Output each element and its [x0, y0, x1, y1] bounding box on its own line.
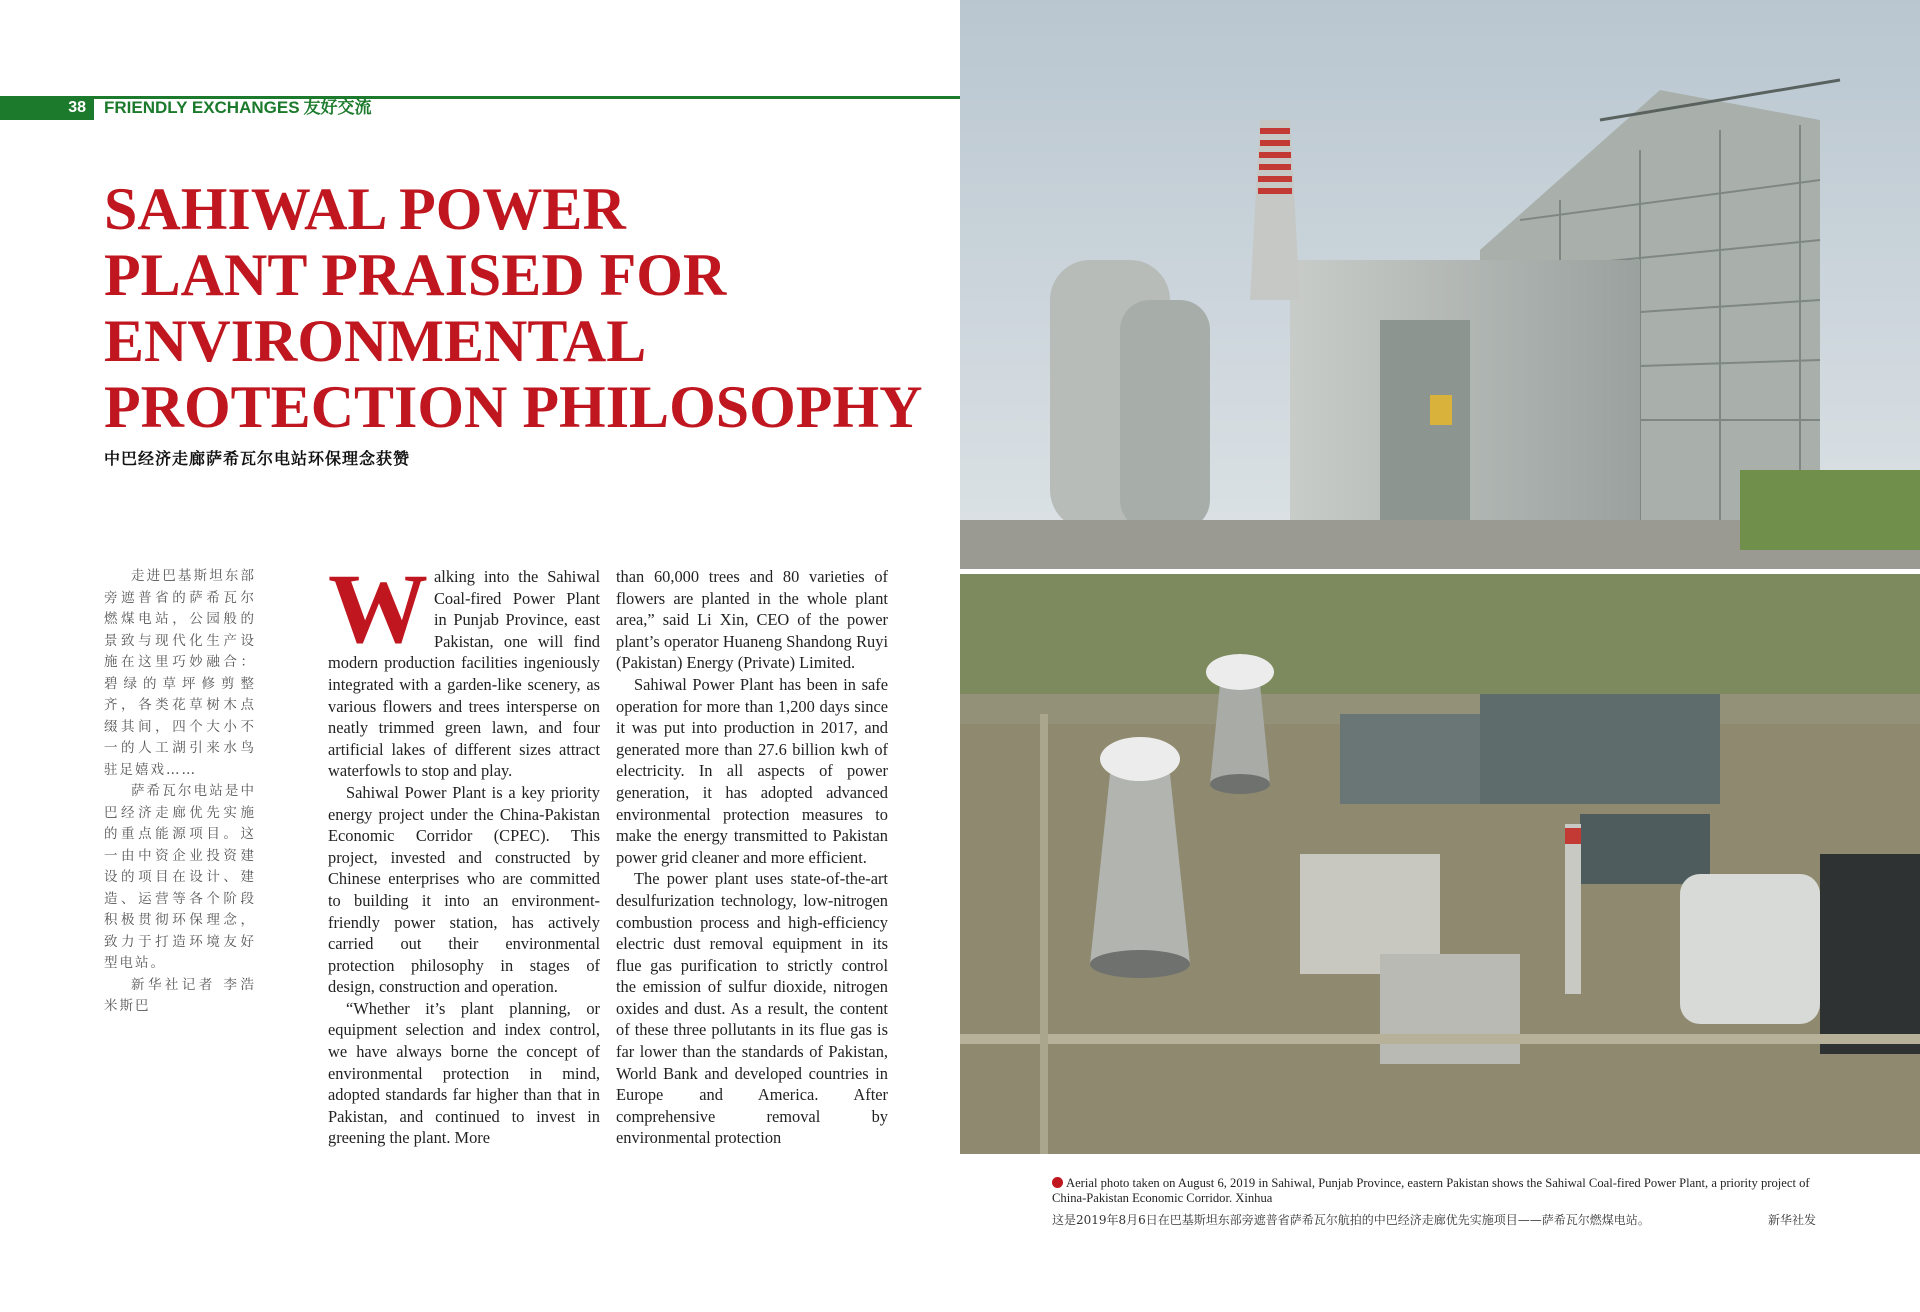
- caption-en-text: Aerial photo taken on August 6, 2019 in Sahiwal, Punjab Province, eastern Pakistan shows the Sahiwal Coal-fired Power Plant, a priority project of China-Pakistan Economic Corridor. Xinhua: [1052, 1176, 1810, 1205]
- body-column-1: [328, 553, 600, 1149]
- title-line: SAHIWAL POWER: [104, 176, 626, 242]
- body-paragraph: Sahiwal Power Plant has been in safe operation for more than 1,200 days since it was put into production in 2017, and generated more than 27.6 billion kwh of electricity. In all aspects of power generation, it has adopted advanced environmental protection measures to make the energy transmitted to Pakistan power grid cleaner and more efficient.: [616, 674, 888, 867]
- body-paragraph: “Whether it’s plant planning, or equipment selection and index control, we have always borne the concept of environmental protection in mind, adopted standards far higher than that in Pakistan, and continued to invest in greening the plant. More: [328, 998, 600, 1148]
- page-number-left: 38: [0, 96, 94, 120]
- photo-caption-en: [1052, 1176, 1822, 1206]
- drop-cap: W: [328, 553, 428, 664]
- camera-icon: [1052, 1177, 1063, 1188]
- article-title: [104, 176, 964, 440]
- section-label-en: FRIENDLY EXCHANGES: [104, 98, 300, 117]
- body-paragraph: [328, 553, 600, 782]
- chinese-summary: [104, 566, 256, 1018]
- cn-summary-paragraph: 走进巴基斯坦东部旁遮普省的萨希瓦尔燃煤电站，公园般的景致与现代化生产设施在这里巧妙融合：碧绿的草坪修剪整齐，各类花草树木点缀其间，四个大小不一的人工湖引来水鸟驻足嬉戏……: [104, 568, 256, 778]
- lead-text: alking into the Sahiwal Coal-fired Power Plant in Punjab Province, east Pakistan, one will find modern production facilities ingeniously integrated with a garden-like scenery, as various flowers and trees intersperse on neatly trimmed green lawn, and four artificial lakes of different sizes attract waterfowls to stop and play.: [328, 567, 600, 781]
- cn-signature: 新华社记者 李浩 米斯巴: [104, 976, 256, 1014]
- photo-power-plant-ground: [960, 0, 1920, 569]
- body-paragraph: The power plant uses state-of-the-art desulfurization technology, low-nitrogen combustion process and high-efficiency electric dust removal equipment in its flue gas purification to strictly control the emission of sulfur dioxide, nitrogen oxides and dust. As a result, the content of these three pollutants in its flue gas is far lower than the standards of Pakistan, World Bank and developed countries in Europe and America. After comprehensive removal by environmental protection: [616, 869, 888, 1148]
- title-line: PLANT PRAISED FOR: [104, 242, 727, 308]
- article-subtitle-cn: 中巴经济走廊萨希瓦尔电站环保理念获赞: [104, 449, 411, 468]
- body-column-2: [616, 566, 888, 1149]
- title-line: ENVIRONMENTAL: [104, 308, 647, 374]
- section-label: [104, 96, 372, 120]
- body-paragraph: than 60,000 trees and 80 varieties of flowers are planted in the whole plant area,” said Li Xin, CEO of the power plant’s operator Huaneng Shandong Ruyi (Pakistan) Energy (Private) Limited.: [616, 567, 888, 673]
- title-line: PROTECTION PHILOSOPHY: [104, 374, 923, 440]
- body-paragraph: Sahiwal Power Plant is a key priority energy project under the China-Pakistan Economic Corridor (CPEC). This project, invested and constructed by Chinese enterprises who are committed to building it into an environment-friendly power station, has actively carried out their environmental protection philosophy in stages of design, construction and operation.: [328, 782, 600, 997]
- section-label-cn: 友好交流: [303, 98, 372, 117]
- photo-power-plant-aerial: [960, 574, 1920, 1154]
- cn-summary-paragraph: 萨希瓦尔电站是中巴经济走廊优先实施的重点能源项目。这一由中资企业投资建设的项目在设计、建造、运营等各个阶段积极贯彻环保理念，致力于打造环境友好型电站。: [104, 783, 256, 971]
- photo-credit: 新华社发: [1767, 1213, 1816, 1227]
- photo-caption-cn: 这是2019年8月6日在巴基斯坦东部旁遮普省萨希瓦尔航拍的中巴经济走廊优先实施项目——萨希瓦尔燃煤电站。: [1052, 1213, 1650, 1227]
